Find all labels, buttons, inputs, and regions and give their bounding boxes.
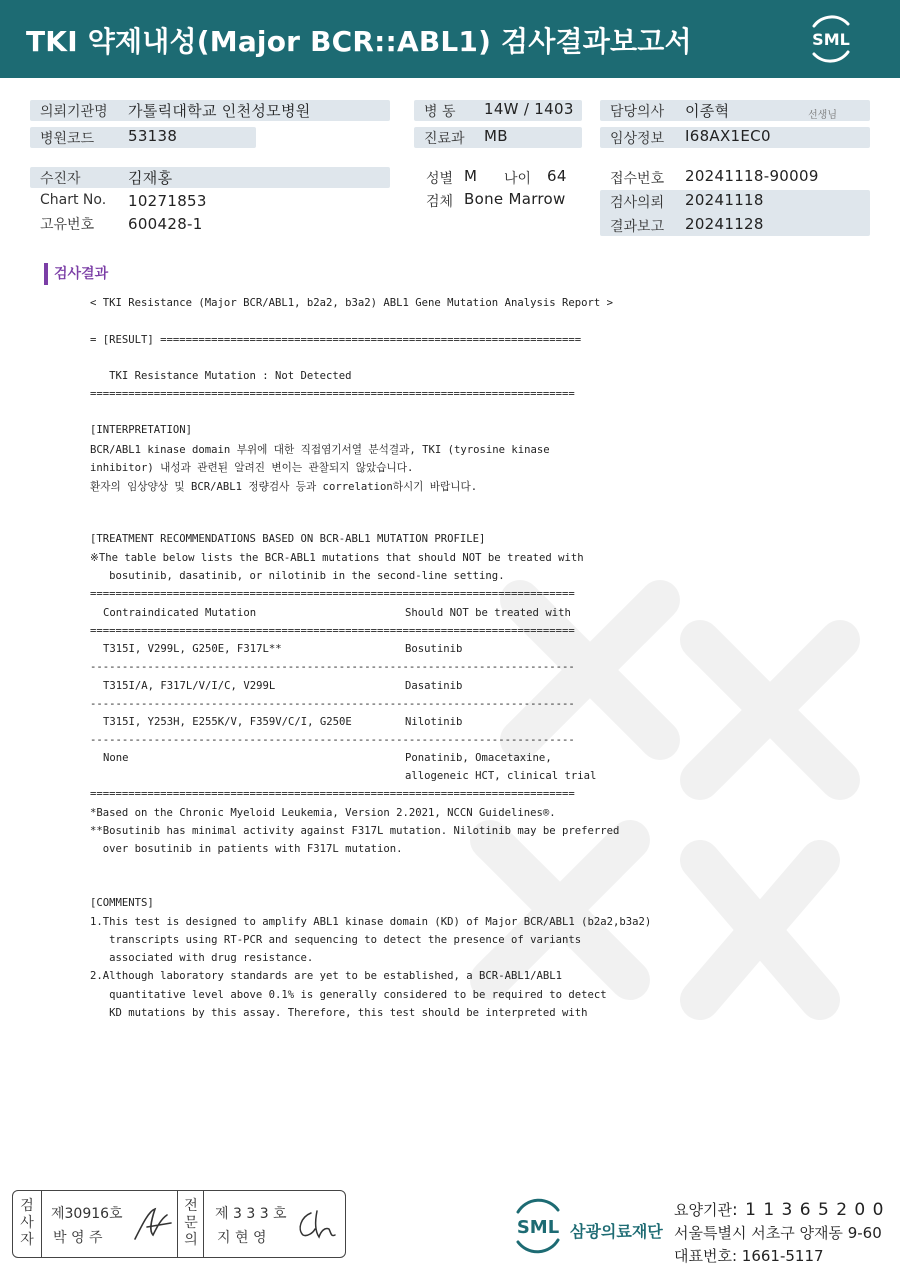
- doctor-label: 담당의사: [610, 104, 665, 120]
- footnote: *Based on the Chronic Myeloid Leukemia, Version 2.2021, NCCN Guidelines®.: [90, 807, 556, 819]
- receipt-value: 20241118-90009: [685, 167, 819, 185]
- treatment-header: [TREATMENT RECOMMENDATIONS BASED ON BCR-ABL1 MUTATION PROFILE]: [90, 533, 486, 545]
- comment-line: associated with drug resistance.: [90, 952, 314, 964]
- doctor-suffix: 선생님: [808, 110, 837, 121]
- section-title: 검사결과: [44, 263, 108, 285]
- ward-label: 병 동: [424, 104, 456, 120]
- sml-footer-logo-text: SML: [516, 1217, 560, 1238]
- receipt-label: 접수번호: [610, 171, 665, 187]
- table-header-drug: Should NOT be treated with: [405, 607, 571, 619]
- clinical-label: 임상정보: [610, 131, 665, 147]
- table-cell-drug: Ponatinib, Omacetaxine,: [405, 752, 552, 764]
- examiner-license: 제30916호: [51, 1206, 123, 1222]
- hospital-code-label: 병원코드: [40, 131, 95, 147]
- age-value: 64: [547, 167, 567, 185]
- table-divider: ----------------------------------------------------------------------------: [90, 698, 575, 710]
- doctor-value: 이종혁: [685, 102, 730, 120]
- comments-header: [COMMENTS]: [90, 897, 154, 909]
- info-bar: [30, 167, 390, 188]
- sml-footer-logo: [508, 1196, 568, 1256]
- institution-code-value: : 1 1 3 6 5 2 0 0: [731, 1200, 885, 1220]
- treatment-line: bosutinib, dasatinib, or nilotinib in the second-line setting.: [90, 570, 505, 582]
- separator: ============================================================================: [90, 625, 575, 637]
- sml-logo: [804, 12, 858, 66]
- institution-code: [674, 1199, 884, 1220]
- table-cell-mutation: T315I/A, F317L/V/I/C, V299L: [103, 680, 276, 692]
- table-divider: ----------------------------------------------------------------------------: [90, 734, 575, 746]
- specialist-license: 제 3 3 3 호: [215, 1206, 287, 1222]
- chart-value: 10271853: [128, 192, 207, 210]
- signature-box: [12, 1190, 346, 1258]
- table-cell-mutation: T315I, Y253H, E255K/V, F359V/C/I, G250E: [103, 716, 352, 728]
- dept-value: MB: [484, 127, 508, 145]
- interpretation-header: [INTERPRETATION]: [90, 424, 193, 436]
- specimen-value: Bone Marrow: [464, 190, 566, 208]
- separator: ============================================================================: [90, 788, 575, 800]
- footnote: **Bosutinib has minimal activity against F317L mutation. Nilotinib may be preferred: [90, 825, 620, 837]
- hospital-code-value: 53138: [128, 127, 178, 145]
- id-value: 600428-1: [128, 215, 203, 233]
- corp-name: 삼광의료재단: [570, 1222, 663, 1241]
- report-heading: < TKI Resistance (Major BCR/ABL1, b2a2, b3a2) ABL1 Gene Mutation Analysis Report >: [90, 297, 613, 309]
- divider: [177, 1191, 178, 1257]
- clinical-value: I68AX1EC0: [685, 127, 771, 145]
- report-header: [0, 0, 900, 78]
- table-divider: ----------------------------------------------------------------------------: [90, 661, 575, 673]
- id-label: 고유번호: [40, 217, 95, 233]
- institution-code-label: 요양기관: [674, 1201, 732, 1219]
- report-date-label: 결과보고: [610, 219, 665, 235]
- separator: ============================================================================: [90, 588, 575, 600]
- institution-label: 의뢰기관명: [40, 104, 108, 120]
- age-label: 나이: [504, 171, 532, 187]
- phone-value: : 1661-5117: [731, 1247, 824, 1265]
- table-cell-drug: Bosutinib: [405, 643, 463, 655]
- report-date-value: 20241128: [685, 215, 764, 233]
- phone-label: 대표번호: [674, 1247, 732, 1265]
- sex-label: 성별: [426, 171, 454, 187]
- patient-label: 수진자: [40, 171, 81, 187]
- specimen-label: 검체: [426, 194, 454, 210]
- sml-logo-text: SML: [812, 30, 850, 49]
- specialist-signature: [293, 1207, 339, 1243]
- footnote: over bosutinib in patients with F317L mutation.: [90, 843, 403, 855]
- table-cell-mutation: None: [103, 752, 129, 764]
- request-value: 20241118: [685, 191, 764, 209]
- table-cell-mutation: T315I, V299L, G250E, F317L**: [103, 643, 282, 655]
- comment-line: 2.Although laboratory standards are yet to be established, a BCR-ABL1/ABL1: [90, 970, 562, 982]
- divider: [203, 1191, 204, 1257]
- institution-value: 가톨릭대학교 인천성모병원: [128, 102, 311, 120]
- chart-label: Chart No.: [40, 192, 107, 208]
- examiner-signature: [131, 1205, 179, 1243]
- table-cell-drug: Dasatinib: [405, 680, 463, 692]
- comment-line: transcripts using RT-PCR and sequencing to detect the presence of variants: [90, 934, 582, 946]
- divider: [41, 1191, 42, 1257]
- report-title: TKI 약제내성(Major BCR::ABL1) 검사결과보고서: [26, 25, 692, 58]
- sex-value: M: [464, 167, 478, 185]
- treatment-line: ※The table below lists the BCR-ABL1 mutations that should NOT be treated with: [90, 552, 584, 564]
- result-header: = [RESULT] ==================================================================: [90, 334, 582, 346]
- interpretation-line: BCR/ABL1 kinase domain 부위에 대한 직접염기서열 분석결과, TKI (tyrosine kinase: [90, 444, 550, 456]
- examiner-name: 박 영 주: [53, 1230, 103, 1246]
- patient-value: 김재홍: [128, 169, 173, 187]
- table-header-mutation: Contraindicated Mutation: [103, 607, 257, 619]
- table-cell-drug: Nilotinib: [405, 716, 463, 728]
- separator: ============================================================================: [90, 388, 575, 400]
- interpretation-line: 환자의 임상양상 및 BCR/ABL1 정량검사 등과 correlation하시기 바랍니다.: [90, 481, 478, 493]
- comment-line: KD mutations by this assay. Therefore, this test should be interpreted with: [90, 1007, 588, 1019]
- comment-line: 1.This test is designed to amplify ABL1 kinase domain (KD) of Major BCR/ABL1 (b2a2,b3a2): [90, 916, 652, 928]
- request-label: 검사의뢰: [610, 195, 665, 211]
- dept-label: 진료과: [424, 131, 465, 147]
- comment-line: quantitative level above 0.1% is generally considered to be required to detect: [90, 989, 607, 1001]
- address: 서울특별시 서초구 양재동 9-60: [674, 1224, 882, 1242]
- phone: [674, 1245, 824, 1266]
- interpretation-line: inhibitor) 내성과 관련된 알려진 변이는 관찰되지 않았습니다.: [90, 462, 414, 474]
- ward-value: 14W / 1403: [484, 100, 574, 118]
- specialist-name: 지 현 영: [217, 1230, 267, 1246]
- specialist-vertical-label: 전 문 의: [184, 1198, 198, 1248]
- table-cell-drug: allogeneic HCT, clinical trial: [405, 770, 597, 782]
- result-line: TKI Resistance Mutation : Not Detected: [90, 370, 352, 382]
- examiner-vertical-label: 검 사 자: [20, 1198, 34, 1248]
